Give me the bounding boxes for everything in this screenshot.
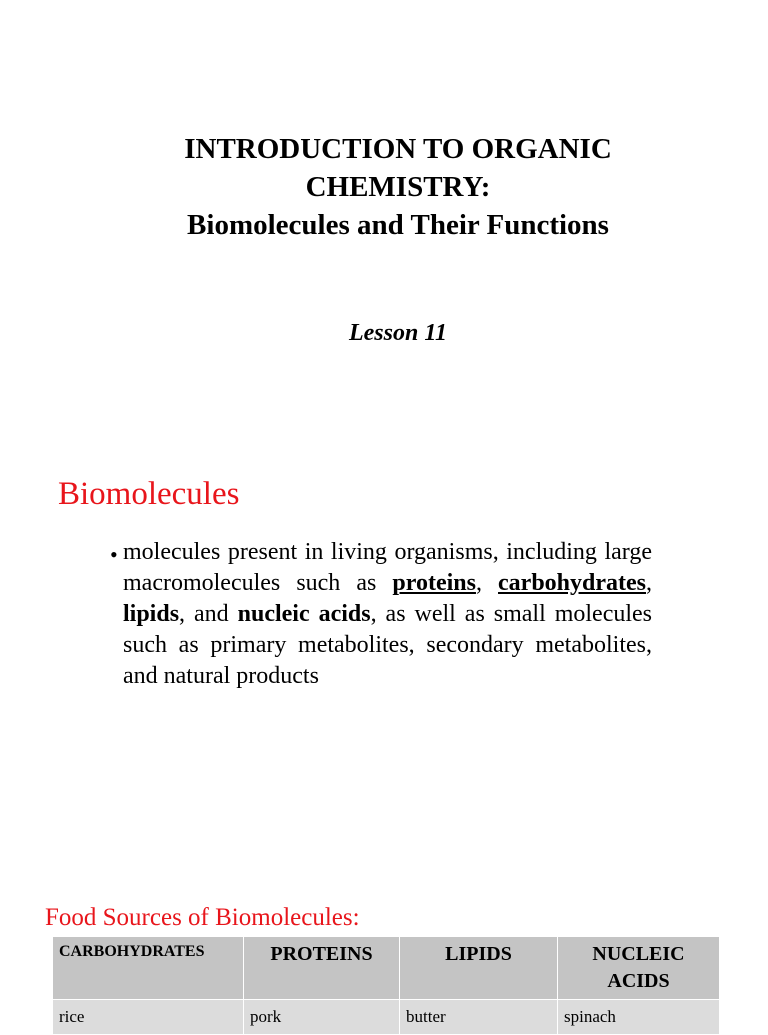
term-proteins: proteins (392, 570, 476, 596)
term-nucleic-acids: nucleic acids (237, 601, 371, 627)
term-carbohydrates: carbohydrates (498, 570, 646, 596)
food-sources-table (52, 936, 720, 1035)
table-cell: pork (244, 1000, 400, 1035)
table-cell: spinach (558, 1000, 720, 1035)
column-header-proteins: PROTEINS (244, 937, 400, 1000)
column-header-nucleic-acids: NUCLEIC ACIDS (558, 937, 720, 1000)
table-row (53, 1000, 720, 1035)
table-cell: rice (53, 1000, 244, 1035)
title-line-3: Biomolecules and Their Functions (187, 209, 609, 241)
definition-text (123, 537, 652, 692)
separator-2: , (646, 570, 652, 596)
column-header-lipids: LIPIDS (400, 937, 558, 1000)
separator-3: , and (179, 601, 238, 627)
table-cell: butter (400, 1000, 558, 1035)
bullet-point: • (110, 542, 118, 567)
lesson-label: Lesson 11 (348, 320, 447, 346)
table-header-row (53, 937, 720, 1000)
title-line-1: INTRODUCTION TO ORGANIC (184, 133, 612, 165)
separator-1: , (475, 570, 499, 596)
definition-part-1: molecules present in living organisms, including large macromolecules such as (123, 539, 652, 596)
food-sources-heading: Food Sources of Biomolecules: (45, 904, 360, 931)
title-line-2: CHEMISTRY: (305, 171, 491, 203)
column-header-carbohydrates: CARBOHYDRATES (53, 937, 244, 1000)
term-lipids: lipids (123, 601, 180, 627)
biomolecules-heading: Biomolecules (58, 476, 240, 512)
definition-part-2: , as well as small molecules such as primary metabolites, secondary metabolites, and natural products (123, 601, 652, 689)
document-title (0, 130, 768, 244)
biomolecules-definition (110, 537, 652, 692)
